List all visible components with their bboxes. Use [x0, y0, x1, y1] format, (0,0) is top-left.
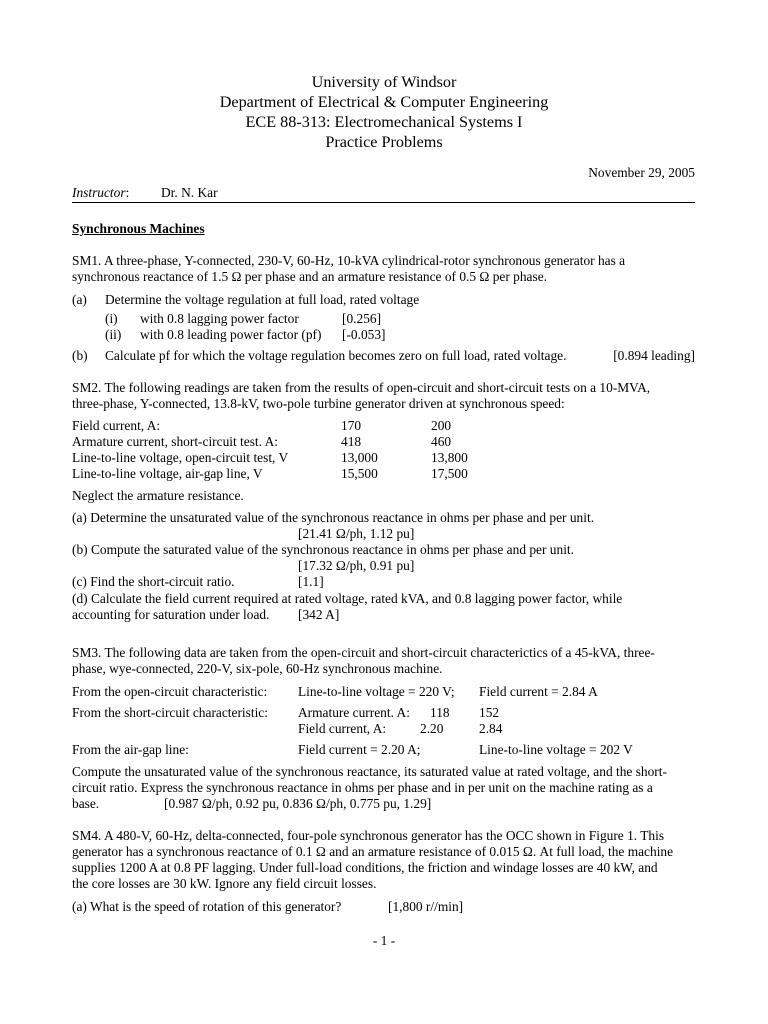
sm2-b-answer: [17.32 Ω/ph, 0.91 pu] [298, 558, 415, 573]
sm4-statement-line4: the core losses are 30 kW. Ignore any field circuit losses. [72, 876, 377, 891]
sm1-b-label: (b) [72, 348, 88, 363]
sm1-b-answer: [0.894 leading] [613, 348, 695, 363]
sm1-ii-text: with 0.8 leading power factor (pf) [140, 327, 322, 342]
sm2-statement-line2: three-phase, Y-connected, 13.8-kV, two-pole turbine generator driven at synchronous speed: [72, 396, 565, 411]
sm2-d-answer: [342 A] [298, 607, 340, 622]
document-date: November 29, 2005 [588, 165, 695, 180]
sm4-a-text: (a) What is the speed of rotation of this generator? [72, 899, 342, 914]
sm2-row-value2: 17,500 [431, 466, 468, 481]
sm3-scc-armature-value1: 118 [430, 705, 450, 720]
document-title: Practice Problems [325, 133, 443, 151]
sm3-scc-armature-value2: 152 [479, 705, 500, 720]
sm3-occ-field: Field current = 2.84 A [479, 684, 598, 699]
sm3-problem-line2: circuit ratio. Express the synchronous reactance in ohms per phase and in per unit on the machine rating as a [72, 780, 653, 795]
sm2-row-value1: 418 [341, 434, 362, 449]
sm2-row-label: Field current, A: [72, 418, 161, 433]
instructor-label: Instructor [72, 185, 126, 200]
instructor-name: Dr. N. Kar [161, 185, 218, 200]
sm2-row-label: Line-to-line voltage, open-circuit test, V [72, 450, 289, 465]
sm2-row-value2: 13,800 [431, 450, 468, 465]
sm2-d-text-line2: accounting for saturation under load. [72, 607, 270, 622]
sm1-a-text: Determine the voltage regulation at full load, rated voltage [105, 292, 420, 307]
university-name: University of Windsor [311, 73, 457, 91]
sm1-i-label: (i) [105, 311, 118, 326]
sm3-problem-line1: Compute the unsaturated value of the synchronous reactance, its saturated value at rated voltage, and the short- [72, 764, 667, 779]
sm1-ii-label: (ii) [105, 327, 122, 342]
sm3-scc-field-value1: 2.20 [420, 721, 444, 736]
sm3-agl-label: From the air-gap line: [72, 742, 189, 757]
sm2-a-answer: [21.41 Ω/ph, 1.12 pu] [298, 526, 415, 541]
sm2-b-text: (b) Compute the saturated value of the synchronous reactance in ohms per phase and per unit. [72, 542, 574, 557]
instructor-colon: : [125, 185, 130, 200]
sm2-statement-line1: SM2. The following readings are taken from the results of open-circuit and short-circuit tests on a 10-MVA, [72, 380, 651, 395]
sm2-c-text: (c) Find the short-circuit ratio. [72, 574, 235, 589]
sm3-statement-line2: phase, wye-connected, 220-V, six-pole, 60-Hz synchronous machine. [72, 661, 443, 676]
section-title: Synchronous Machines [72, 221, 205, 236]
sm3-problem-line3: base. [72, 796, 100, 811]
page-number: - 1 - [372, 933, 396, 948]
sm2-d-text-line1: (d) Calculate the field current required at rated voltage, rated kVA, and 0.8 lagging power factor, while [72, 591, 623, 606]
sm1-ii-answer: [-0.053] [342, 327, 386, 342]
sm2-row-label: Line-to-line voltage, air-gap line, V [72, 466, 263, 481]
sm3-scc-label: From the short-circuit characteristic: [72, 705, 268, 720]
sm1-i-text: with 0.8 lagging power factor [140, 311, 299, 326]
department-name: Department of Electrical & Computer Engineering [219, 93, 549, 111]
sm1-a-label: (a) [72, 292, 87, 307]
sm2-row-label: Armature current, short-circuit test. A: [72, 434, 278, 449]
sm1-i-answer: [0.256] [342, 311, 382, 326]
course-title: ECE 88-313: Electromechanical Systems I [245, 113, 523, 131]
sm3-statement-line1: SM3. The following data are taken from the open-circuit and short-circuit characterictics of a 45-kVA, three- [72, 645, 655, 660]
instructor-line [72, 185, 129, 201]
sm4-statement-line2: generator has a synchronous reactance of 0.1 Ω and an armature resistance of 0.015 Ω. At full load, the machine [72, 844, 674, 859]
sm2-row-value1: 170 [341, 418, 362, 433]
sm2-row-value1: 13,000 [341, 450, 378, 465]
sm3-scc-field-label: Field current, A: [298, 721, 387, 736]
sm2-row-value2: 460 [431, 434, 452, 449]
sm3-scc-field-value2: 2.84 [479, 721, 503, 736]
sm3-agl-field: Field current = 2.20 A; [298, 742, 421, 757]
sm1-b-text: Calculate pf for which the voltage regulation becomes zero on full load, rated voltage. [105, 348, 567, 363]
header-divider [72, 202, 695, 203]
sm3-answer: [0.987 Ω/ph, 0.92 pu, 0.836 Ω/ph, 0.775 pu, 1.29] [164, 796, 432, 811]
sm2-c-answer: [1.1] [298, 574, 324, 589]
sm1-statement-line2: synchronous reactance of 1.5 Ω per phase and an armature resistance of 0.5 Ω per phase. [72, 269, 547, 284]
sm2-a-text: (a) Determine the unsaturated value of the synchronous reactance in ohms per phase and per unit. [72, 510, 595, 525]
sm4-statement-line1: SM4. A 480-V, 60-Hz, delta-connected, four-pole synchronous generator has the OCC shown in Figure 1. This [72, 828, 665, 843]
sm3-occ-voltage: Line-to-line voltage = 220 V; [298, 684, 455, 699]
sm4-a-answer: [1,800 r//min] [388, 899, 464, 914]
sm2-row-value1: 15,500 [341, 466, 378, 481]
sm3-agl-voltage: Line-to-line voltage = 202 V [479, 742, 633, 757]
sm4-statement-line3: supplies 1200 A at 0.8 PF lagging. Under full-load conditions, the friction and windage losses are 40 kW, and [72, 860, 658, 875]
sm2-row-value2: 200 [431, 418, 452, 433]
sm2-neglect-note: Neglect the armature resistance. [72, 488, 244, 503]
sm3-scc-armature-label: Armature current. A: [298, 705, 410, 720]
sm3-occ-label: From the open-circuit characteristic: [72, 684, 268, 699]
sm1-statement-line1: SM1. A three-phase, Y-connected, 230-V, 60-Hz, 10-kVA cylindrical-rotor synchronous generator has a [72, 253, 626, 268]
